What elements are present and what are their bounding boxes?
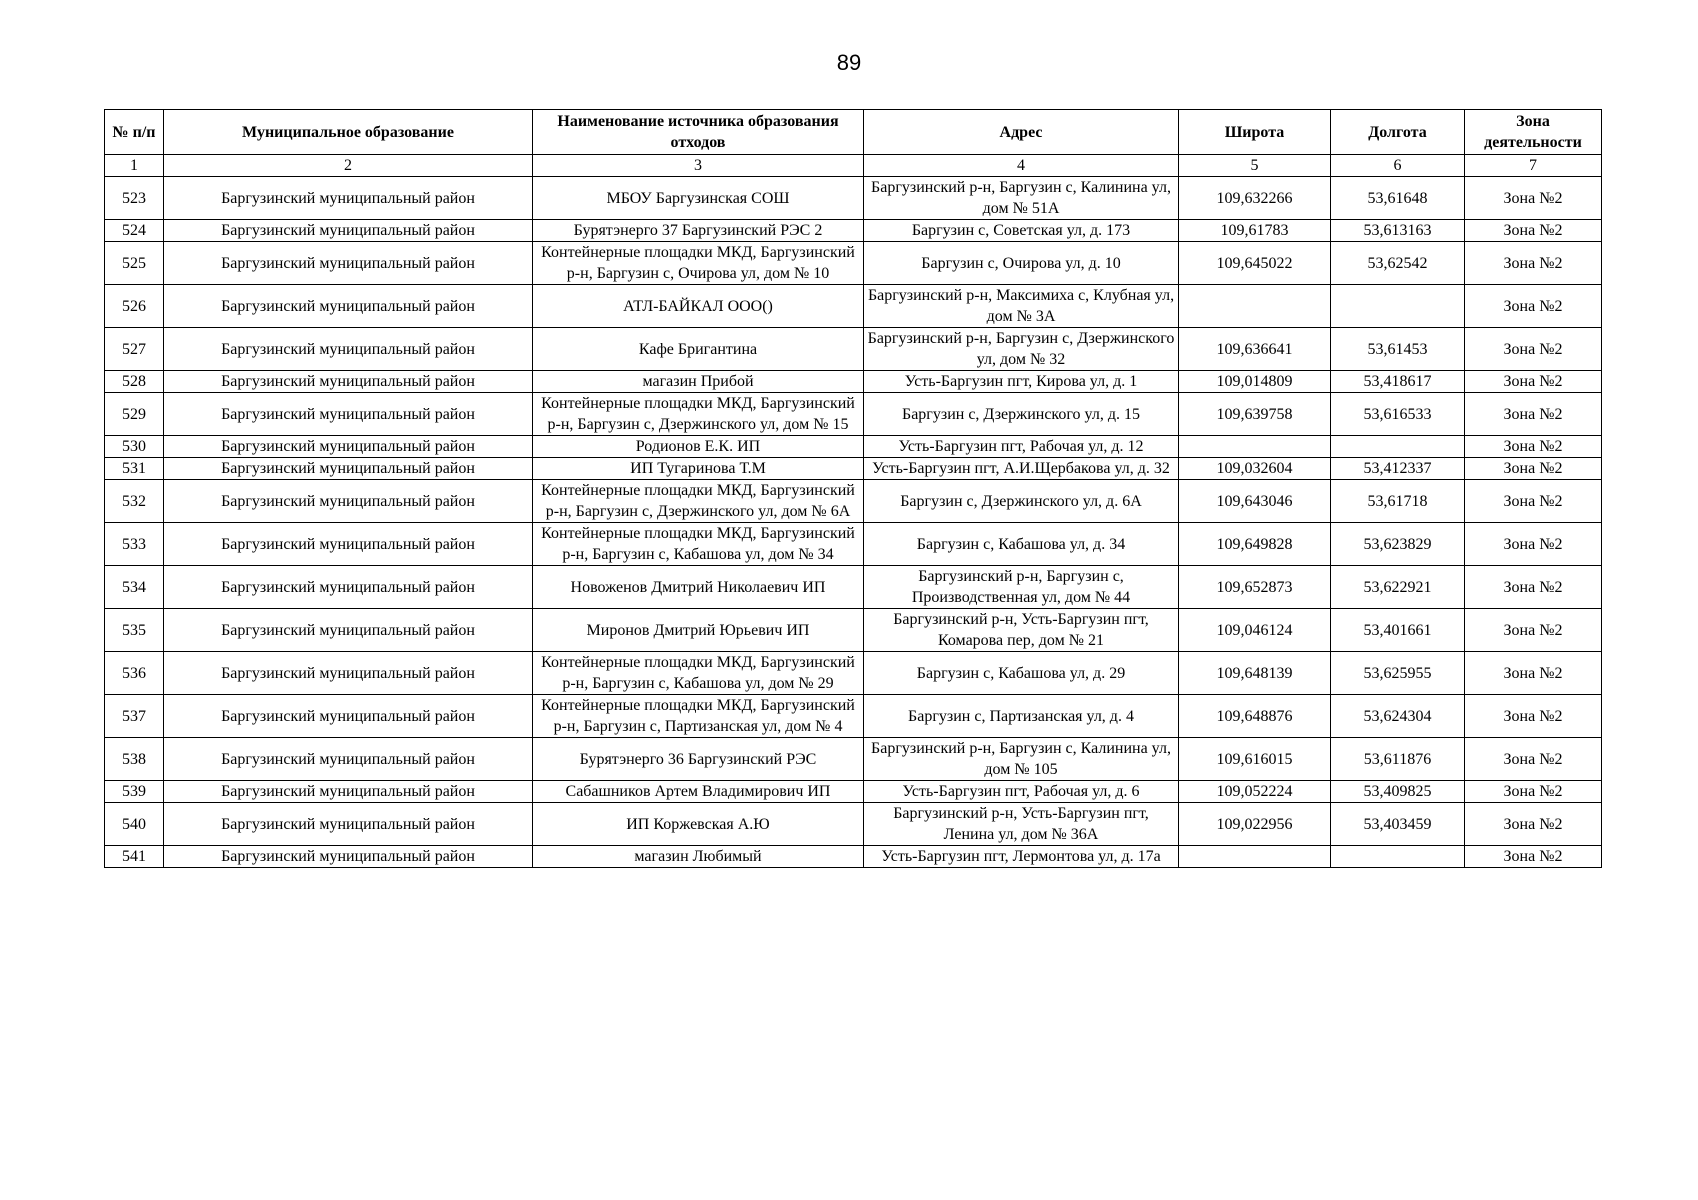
waste-source-name-cell: Контейнерные площадки МКД, Баргузинский р-н, Баргузин с, Кабашова ул, дом № 34	[533, 523, 864, 566]
table-row	[105, 285, 1602, 328]
waste-source-name-cell: Контейнерные площадки МКД, Баргузинский р-н, Баргузин с, Очирова ул, дом № 10	[533, 242, 864, 285]
address-cell: Баргузин с, Дзержинского ул, д. 6А	[864, 480, 1179, 523]
waste-source-name-cell: Бурятэнерго 37 Баргузинский РЭС 2	[533, 220, 864, 242]
waste-sources-table	[104, 109, 1602, 868]
municipality-cell: Баргузинский муниципальный район	[164, 781, 533, 803]
longitude-cell	[1331, 285, 1465, 328]
latitude-cell: 109,032604	[1179, 458, 1331, 480]
table-row	[105, 803, 1602, 846]
municipality-cell: Баргузинский муниципальный район	[164, 652, 533, 695]
waste-source-name-cell: магазин Прибой	[533, 371, 864, 393]
municipality-cell: Баргузинский муниципальный район	[164, 371, 533, 393]
header-cell: Адрес	[864, 110, 1179, 155]
waste-source-name-cell: Контейнерные площадки МКД, Баргузинский р-н, Баргузин с, Дзержинского ул, дом № 6А	[533, 480, 864, 523]
municipality-cell: Баргузинский муниципальный район	[164, 393, 533, 436]
table-row	[105, 220, 1602, 242]
header-cell: Широта	[1179, 110, 1331, 155]
longitude-cell: 53,622921	[1331, 566, 1465, 609]
latitude-cell: 109,649828	[1179, 523, 1331, 566]
activity-zone-cell: Зона №2	[1465, 177, 1602, 220]
waste-source-name-cell: магазин Любимый	[533, 846, 864, 868]
table-row	[105, 609, 1602, 652]
latitude-cell: 109,61783	[1179, 220, 1331, 242]
latitude-cell: 109,636641	[1179, 328, 1331, 371]
waste-source-name-cell: Родионов Е.К. ИП	[533, 436, 864, 458]
longitude-cell: 53,625955	[1331, 652, 1465, 695]
latitude-cell: 109,022956	[1179, 803, 1331, 846]
longitude-cell	[1331, 436, 1465, 458]
table-body	[105, 177, 1602, 868]
address-cell: Усть-Баргузин пгт, Рабочая ул, д. 6	[864, 781, 1179, 803]
header-cell: Наименование источника образования отходов	[533, 110, 864, 155]
address-cell: Баргузинский р-н, Баргузин с, Калинина ул, дом № 51А	[864, 177, 1179, 220]
row-number-cell: 524	[105, 220, 164, 242]
municipality-cell: Баргузинский муниципальный район	[164, 480, 533, 523]
page-number: 89	[836, 50, 862, 75]
waste-source-name-cell: Новоженов Дмитрий Николаевич ИП	[533, 566, 864, 609]
municipality-cell: Баргузинский муниципальный район	[164, 566, 533, 609]
activity-zone-cell: Зона №2	[1465, 803, 1602, 846]
activity-zone-cell: Зона №2	[1465, 609, 1602, 652]
header-cell: Долгота	[1331, 110, 1465, 155]
row-number-cell: 528	[105, 371, 164, 393]
activity-zone-cell: Зона №2	[1465, 436, 1602, 458]
row-number-cell: 538	[105, 738, 164, 781]
waste-source-name-cell: Контейнерные площадки МКД, Баргузинский р-н, Баргузин с, Кабашова ул, дом № 29	[533, 652, 864, 695]
table-row	[105, 458, 1602, 480]
longitude-cell: 53,616533	[1331, 393, 1465, 436]
latitude-cell	[1179, 846, 1331, 868]
activity-zone-cell: Зона №2	[1465, 393, 1602, 436]
table-row	[105, 846, 1602, 868]
municipality-cell: Баргузинский муниципальный район	[164, 328, 533, 371]
latitude-cell: 109,616015	[1179, 738, 1331, 781]
row-number-cell: 540	[105, 803, 164, 846]
longitude-cell	[1331, 846, 1465, 868]
activity-zone-cell: Зона №2	[1465, 371, 1602, 393]
longitude-cell: 53,62542	[1331, 242, 1465, 285]
activity-zone-cell: Зона №2	[1465, 652, 1602, 695]
latitude-cell: 109,052224	[1179, 781, 1331, 803]
activity-zone-cell: Зона №2	[1465, 328, 1602, 371]
municipality-cell: Баргузинский муниципальный район	[164, 242, 533, 285]
row-number-cell: 541	[105, 846, 164, 868]
waste-source-name-cell: Кафе Бригантина	[533, 328, 864, 371]
longitude-cell: 53,409825	[1331, 781, 1465, 803]
longitude-cell: 53,403459	[1331, 803, 1465, 846]
address-cell: Усть-Баргузин пгт, А.И.Щербакова ул, д. 32	[864, 458, 1179, 480]
latitude-cell: 109,645022	[1179, 242, 1331, 285]
table-row	[105, 566, 1602, 609]
row-number-cell: 526	[105, 285, 164, 328]
waste-source-name-cell: МБОУ Баргузинская СОШ	[533, 177, 864, 220]
address-cell: Усть-Баргузин пгт, Кирова ул, д. 1	[864, 371, 1179, 393]
row-number-cell: 529	[105, 393, 164, 436]
activity-zone-cell: Зона №2	[1465, 738, 1602, 781]
row-number-cell: 535	[105, 609, 164, 652]
waste-source-name-cell: АТЛ-БАЙКАЛ ООО()	[533, 285, 864, 328]
municipality-cell: Баргузинский муниципальный район	[164, 846, 533, 868]
table-row	[105, 781, 1602, 803]
municipality-cell: Баргузинский муниципальный район	[164, 738, 533, 781]
table-row	[105, 242, 1602, 285]
longitude-cell: 53,611876	[1331, 738, 1465, 781]
address-cell: Баргузинский р-н, Баргузин с, Производственная ул, дом № 44	[864, 566, 1179, 609]
activity-zone-cell: Зона №2	[1465, 781, 1602, 803]
latitude-cell: 109,639758	[1179, 393, 1331, 436]
longitude-cell: 53,624304	[1331, 695, 1465, 738]
address-cell: Усть-Баргузин пгт, Рабочая ул, д. 12	[864, 436, 1179, 458]
table-row	[105, 652, 1602, 695]
latitude-cell	[1179, 436, 1331, 458]
activity-zone-cell: Зона №2	[1465, 566, 1602, 609]
activity-zone-cell: Зона №2	[1465, 242, 1602, 285]
longitude-cell: 53,61718	[1331, 480, 1465, 523]
column-number: 3	[533, 155, 864, 177]
waste-source-name-cell: Сабашников Артем Владимирович ИП	[533, 781, 864, 803]
address-cell: Баргузин с, Советская ул, д. 173	[864, 220, 1179, 242]
waste-source-name-cell: Контейнерные площадки МКД, Баргузинский р-н, Баргузин с, Дзержинского ул, дом № 15	[533, 393, 864, 436]
table-row	[105, 738, 1602, 781]
municipality-cell: Баргузинский муниципальный район	[164, 803, 533, 846]
address-cell: Баргузин с, Партизанская ул, д. 4	[864, 695, 1179, 738]
table-row	[105, 695, 1602, 738]
table-row	[105, 177, 1602, 220]
waste-source-name-cell: ИП Тугаринова Т.М	[533, 458, 864, 480]
longitude-cell: 53,412337	[1331, 458, 1465, 480]
latitude-cell: 109,046124	[1179, 609, 1331, 652]
longitude-cell: 53,401661	[1331, 609, 1465, 652]
table-row	[105, 393, 1602, 436]
address-cell: Баргузин с, Дзержинского ул, д. 15	[864, 393, 1179, 436]
table-row	[105, 436, 1602, 458]
latitude-cell: 109,652873	[1179, 566, 1331, 609]
table-row	[105, 480, 1602, 523]
header-row	[105, 110, 1602, 155]
row-number-cell: 523	[105, 177, 164, 220]
longitude-cell: 53,613163	[1331, 220, 1465, 242]
address-cell: Баргузинский р-н, Усть-Баргузин пгт, Комарова пер, дом № 21	[864, 609, 1179, 652]
column-number: 5	[1179, 155, 1331, 177]
row-number-cell: 534	[105, 566, 164, 609]
row-number-cell: 537	[105, 695, 164, 738]
row-number-cell: 539	[105, 781, 164, 803]
table-row	[105, 328, 1602, 371]
row-number-cell: 536	[105, 652, 164, 695]
waste-source-name-cell: Миронов Дмитрий Юрьевич ИП	[533, 609, 864, 652]
longitude-cell: 53,61648	[1331, 177, 1465, 220]
latitude-cell: 109,648139	[1179, 652, 1331, 695]
waste-source-name-cell: Бурятэнерго 36 Баргузинский РЭС	[533, 738, 864, 781]
longitude-cell: 53,623829	[1331, 523, 1465, 566]
municipality-cell: Баргузинский муниципальный район	[164, 609, 533, 652]
row-number-cell: 525	[105, 242, 164, 285]
waste-source-name-cell: ИП Коржевская А.Ю	[533, 803, 864, 846]
column-number-row	[105, 155, 1602, 177]
activity-zone-cell: Зона №2	[1465, 695, 1602, 738]
row-number-cell: 533	[105, 523, 164, 566]
row-number-cell: 527	[105, 328, 164, 371]
row-number-cell: 530	[105, 436, 164, 458]
column-number: 1	[105, 155, 164, 177]
header-cell: № п/п	[105, 110, 164, 155]
activity-zone-cell: Зона №2	[1465, 458, 1602, 480]
address-cell: Баргузинский р-н, Баргузин с, Дзержинского ул, дом № 32	[864, 328, 1179, 371]
address-cell: Баргузин с, Кабашова ул, д. 34	[864, 523, 1179, 566]
municipality-cell: Баргузинский муниципальный район	[164, 285, 533, 328]
row-number-cell: 531	[105, 458, 164, 480]
address-cell: Баргузинский р-н, Усть-Баргузин пгт, Ленина ул, дом № 36А	[864, 803, 1179, 846]
activity-zone-cell: Зона №2	[1465, 846, 1602, 868]
municipality-cell: Баргузинский муниципальный район	[164, 220, 533, 242]
longitude-cell: 53,61453	[1331, 328, 1465, 371]
latitude-cell: 109,014809	[1179, 371, 1331, 393]
address-cell: Баргузинский р-н, Баргузин с, Калинина ул, дом № 105	[864, 738, 1179, 781]
waste-source-name-cell: Контейнерные площадки МКД, Баргузинский р-н, Баргузин с, Партизанская ул, дом № 4	[533, 695, 864, 738]
header-cell: Муниципальное образование	[164, 110, 533, 155]
activity-zone-cell: Зона №2	[1465, 523, 1602, 566]
address-cell: Баргузинский р-н, Максимиха с, Клубная ул, дом № 3А	[864, 285, 1179, 328]
latitude-cell	[1179, 285, 1331, 328]
municipality-cell: Баргузинский муниципальный район	[164, 523, 533, 566]
latitude-cell: 109,648876	[1179, 695, 1331, 738]
municipality-cell: Баргузинский муниципальный район	[164, 177, 533, 220]
column-number: 2	[164, 155, 533, 177]
municipality-cell: Баргузинский муниципальный район	[164, 436, 533, 458]
address-cell: Баргузин с, Очирова ул, д. 10	[864, 242, 1179, 285]
activity-zone-cell: Зона №2	[1465, 480, 1602, 523]
activity-zone-cell: Зона №2	[1465, 285, 1602, 328]
column-number: 7	[1465, 155, 1602, 177]
address-cell: Усть-Баргузин пгт, Лермонтова ул, д. 17а	[864, 846, 1179, 868]
municipality-cell: Баргузинский муниципальный район	[164, 695, 533, 738]
latitude-cell: 109,632266	[1179, 177, 1331, 220]
municipality-cell: Баргузинский муниципальный район	[164, 458, 533, 480]
activity-zone-cell: Зона №2	[1465, 220, 1602, 242]
longitude-cell: 53,418617	[1331, 371, 1465, 393]
header-cell: Зона деятельности	[1465, 110, 1602, 155]
latitude-cell: 109,643046	[1179, 480, 1331, 523]
column-number: 4	[864, 155, 1179, 177]
column-number: 6	[1331, 155, 1465, 177]
table-row	[105, 371, 1602, 393]
address-cell: Баргузин с, Кабашова ул, д. 29	[864, 652, 1179, 695]
table-row	[105, 523, 1602, 566]
row-number-cell: 532	[105, 480, 164, 523]
